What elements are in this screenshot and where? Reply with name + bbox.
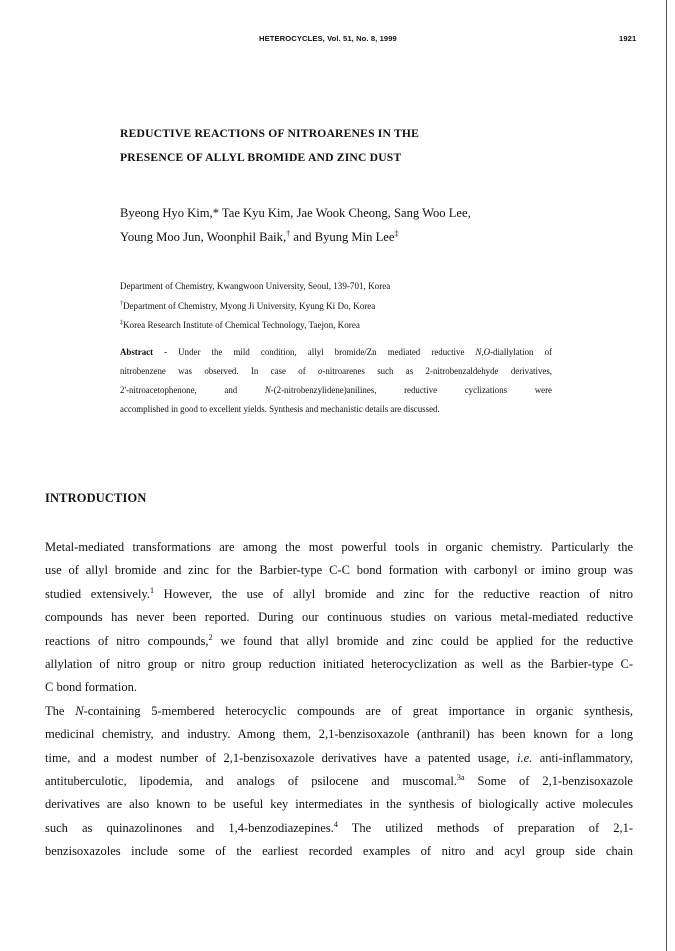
abstract-label: Abstract - [120,347,168,357]
affiliation-3-text: Korea Research Institute of Chemical Technology, Taejon, Korea [122,320,360,330]
reference-superscript: 2 [208,632,213,642]
affiliation-3-mark: ‡ [120,319,123,326]
body-line: benzisoxazoles include some of the earliest recorded examples of nitro and acyl group side chain [45,844,633,859]
reference-superscript: 3a [456,772,465,782]
body-text [45,536,633,864]
abstract-line-4: accomplished in good to excellent yields. Synthesis and mechanistic details are discussed. [120,404,440,414]
body-line [45,583,633,606]
body-line: allylation of nitro group or nitro group reduction initiated heterocyclization as well as the Barbier-type C- [45,657,633,672]
affiliation-2-text: Department of Chemistry, Myong Ji University, Kyung Ki Do, Korea [122,300,376,311]
body-line [45,700,633,723]
journal-citation: HETEROCYCLES, Vol. 51, No. 8, 1999 [259,34,397,43]
body-italic: i.e. [516,750,533,765]
abstract-italic: N [264,385,271,395]
abstract-line-2 [120,362,552,381]
body-line: derivatives are also known to be useful key intermediates in the synthesis of biologically active molecules [45,797,633,812]
title-line-1: REDUCTIVE REACTIONS OF NITROARENES IN THE [120,127,420,140]
body-text-run: antituberculotic, lipodemia, and analogs of psilocene and muscomal. [45,774,457,789]
body-text-run: we found that allyl bromide and zinc could be applied for the reductive [212,633,633,648]
authors-line-1: Byeong Hyo Kim,* Tae Kyu Kim, Jae Wook Cheong, Sang Woo Lee, [120,206,471,220]
double-dagger-mark: ‡ [394,228,399,238]
body-line: medicinal chemistry, and industry. Among them, 2,1-benzisoxazole (anthranil) has been known for a long [45,727,633,742]
author-list [120,201,640,249]
authors-line-2a: Young Moo Jun, Woonphil Baik, [120,230,287,244]
reference-superscript: 1 [149,585,155,595]
body-text-run: studied extensively. [45,586,150,601]
body-line [45,747,633,770]
page-number: 1921 [619,34,637,43]
body-text-run: -containing 5-membered heterocyclic compounds are of great importance in organic synthesis, [83,703,633,718]
body-line [45,630,633,653]
section-heading: INTRODUCTION [45,491,147,505]
abstract-italic: o [318,366,323,376]
page-edge-line [666,0,667,951]
affiliation-2 [120,297,640,317]
abstract-text: Under the mild condition, allyl bromide/Zn mediated reductive [167,347,476,357]
body-text-run: reactions of nitro compounds, [45,633,209,648]
body-italic: N [75,703,84,718]
abstract [120,343,552,419]
paper-title [120,122,620,170]
abstract-line-3 [120,381,552,400]
affiliation-1: Department of Chemistry, Kwangwoon University, Seoul, 139-701, Korea [120,281,391,291]
abstract-text: nitrobenzene was observed. In case of [120,366,319,376]
abstract-line-1 [120,343,552,362]
body-line: C bond formation. [45,680,138,695]
body-line: compounds has never been reported. During our continuous studies on various metal-mediated reductive [45,610,633,625]
reference-superscript: 4 [333,819,338,829]
dagger-mark: † [286,228,291,238]
abstract-italic: N,O [475,347,491,357]
authors-line-2 [120,225,640,249]
body-line [45,770,633,793]
affiliations [120,277,640,336]
body-line: use of allyl bromide and zinc for the Barbier-type C-C bond formation with carbonyl or imino group was [45,563,633,578]
body-text-run: The utilized methods of preparation of 2,1- [337,820,634,835]
body-text-run: The [45,703,76,718]
body-text-run: However, the use of allyl bromide and zinc for the reductive reaction of nitro [154,586,633,601]
abstract-text: -nitroarenes such as 2-nitrobenzaldehyde derivatives, [322,366,552,376]
body-text-run: time, and a modest number of 2,1-benzisoxazole derivatives have a patented usage, [45,750,517,765]
title-line-2: PRESENCE OF ALLYL BROMIDE AND ZINC DUST [120,151,402,164]
body-text-run: Some of 2,1-benzisoxazole [464,774,633,789]
body-line [45,817,633,840]
abstract-text: -(2-nitrobenzylidene)anilines, reductive cyclizations were [270,385,552,395]
affiliation-3 [120,316,640,336]
body-line: Metal-mediated transformations are among the most powerful tools in organic chemistry. Particularly the [45,540,633,554]
body-text-run: such as quinazolinones and 1,4-benzodiazepines. [45,820,334,835]
abstract-text: 2'-nitroacetophenone, and [120,385,265,395]
abstract-text: -diallylation of [490,347,552,357]
body-text-run: anti-inflammatory, [532,750,633,765]
authors-line-2b: and Byung Min Lee [290,230,395,244]
affiliation-2-mark: † [120,300,123,307]
